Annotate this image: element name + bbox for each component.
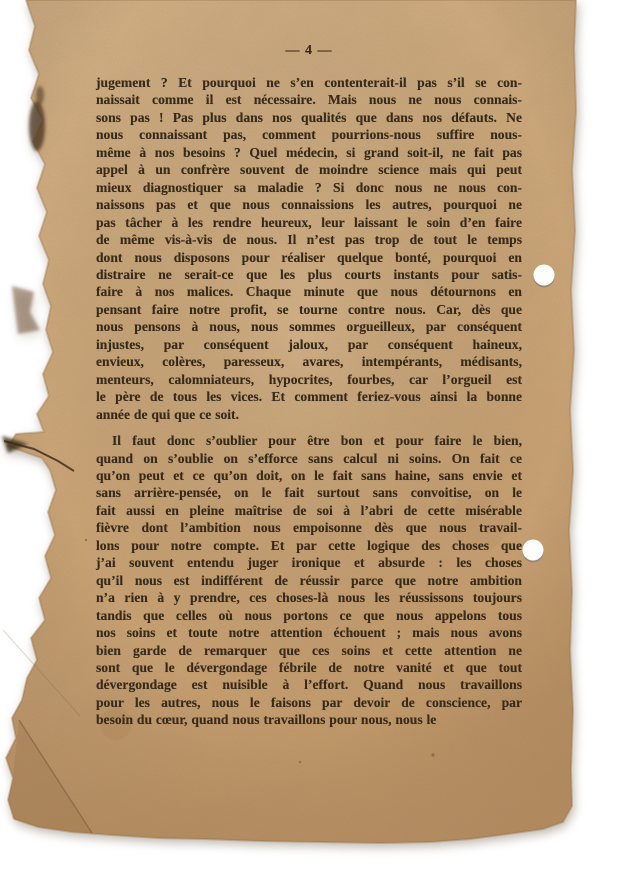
edge-stain-blob-small	[36, 86, 44, 104]
punch-hole-top	[534, 265, 555, 288]
text-line: fait aussi en pleine maîtrise de soi à l’abri de cette misérable	[96, 502, 522, 518]
text-line: envieux, colères, paresseux, avares, intempérants, médisants,	[96, 354, 522, 370]
text-line: nos soins et toute notre attention échouent ; mais nous avons	[96, 625, 522, 641]
text-line: pas tâcher à les rendre heureux, leur laissant le soin d’en faire	[96, 214, 522, 230]
edge-stain-blob	[29, 101, 45, 151]
text-line: tandis que celles où nous portons ce que nous appelons tous	[96, 607, 522, 623]
text-line: dont nous disposons pour réaliser quelque bonté, pourquoi en	[96, 249, 522, 265]
page-number: — 4 —	[285, 43, 333, 58]
text-line: nous pensons à nous, nous sommes orgueilleux, par conséquent	[96, 319, 522, 335]
text-line: sons pas ! Pas plus dans nos qualités que dans nos défauts. Ne	[96, 109, 522, 125]
text-line: le père de tous les vices. Et comment feriez-vous ainsi la bonne	[96, 389, 522, 405]
text-line: appel à un confrère souvent de moindre science mais qui peut	[96, 162, 522, 178]
text-line: fièvre dont l’ambition nous empoisonne dès que nous travail-	[96, 520, 522, 536]
text-line: dévergondage est nuisible à l’effort. Quand nous travaillons	[96, 677, 522, 693]
punch-hole-bottom	[523, 540, 544, 563]
text-line: faire à nos malices. Chaque minute que nous détournons en	[96, 284, 522, 300]
text-line: même à nos besoins ? Quel médecin, si grand soit-il, ne fait pas	[96, 144, 522, 160]
text-line: quand on s’oublie on s’efforce sans calcul ni soins. On fait ce	[96, 450, 522, 466]
text-line: qu’on peut et ce qu’on doit, on le fait sans haine, sans envie et	[96, 467, 522, 483]
text-line: distraire ne serait-ce que les plus courts instants pour satis-	[96, 266, 522, 282]
edge-dark-flap	[12, 286, 40, 334]
paragraph	[96, 74, 522, 423]
paper-speck	[431, 753, 434, 756]
text-line: naissons pas et que nous connaissions les autres, pourquoi ne	[96, 197, 522, 213]
text-line: naissait comme il est nécessaire. Mais nous ne nous connais-	[96, 92, 522, 108]
text-line: besoin du cœur, quand nous travaillons pour nous, nous le	[96, 712, 437, 728]
text-line: année de qui que ce soit.	[96, 406, 239, 422]
text-line: n’a rien à y prendre, ces choses-là nous les réussissons toujours	[96, 590, 522, 606]
text-line: menteurs, calomniateurs, hypocrites, fourbes, car l’orgueil est	[96, 371, 522, 387]
text-line: de même vis-à-vis de nous. Il n’est pas trop de tout le temps	[96, 232, 522, 248]
paper-speck	[299, 761, 302, 764]
text-line: sont que le dévergondage fébrile de notre vanité et que tout	[96, 659, 522, 675]
text-line: pensant faire notre profit, se tourne contre nous. Car, dès que	[96, 301, 522, 317]
paper-speck	[85, 539, 87, 541]
text-line: j’ai souvent entendu juger ironique et absurde : les choses	[96, 555, 522, 571]
text-line: sans arrière-pensée, on le fait surtout sans convoitise, on le	[96, 485, 522, 501]
text-line: qu’il nous est indifférent de réussir parce que notre ambition	[96, 572, 522, 588]
text-line: injustes, par conséquent jaloux, par conséquent haineux,	[96, 336, 522, 352]
text-line: jugement ? Et pourquoi ne s’en contenterait-il pas s’il se con-	[96, 75, 522, 90]
text-line: mieux diagnostiquer sa maladie ? Si donc nous ne nous con-	[96, 179, 522, 195]
text-line: nous connaissant pas, comment pourrions-nous suffire nous-	[96, 127, 522, 143]
text-line: Il faut donc s’oublier pour être bon et pour faire le bien,	[112, 433, 522, 449]
text-line: lons pour notre compte. Et par cette logique des choses que	[96, 537, 522, 553]
text-line: pour les autres, nous le faisons par devoir de conscience, par	[96, 694, 522, 710]
text-line: bien garde de remarquer que ces soins et cette attention ne	[96, 642, 522, 658]
text-block	[96, 74, 522, 729]
paragraph	[96, 432, 522, 729]
